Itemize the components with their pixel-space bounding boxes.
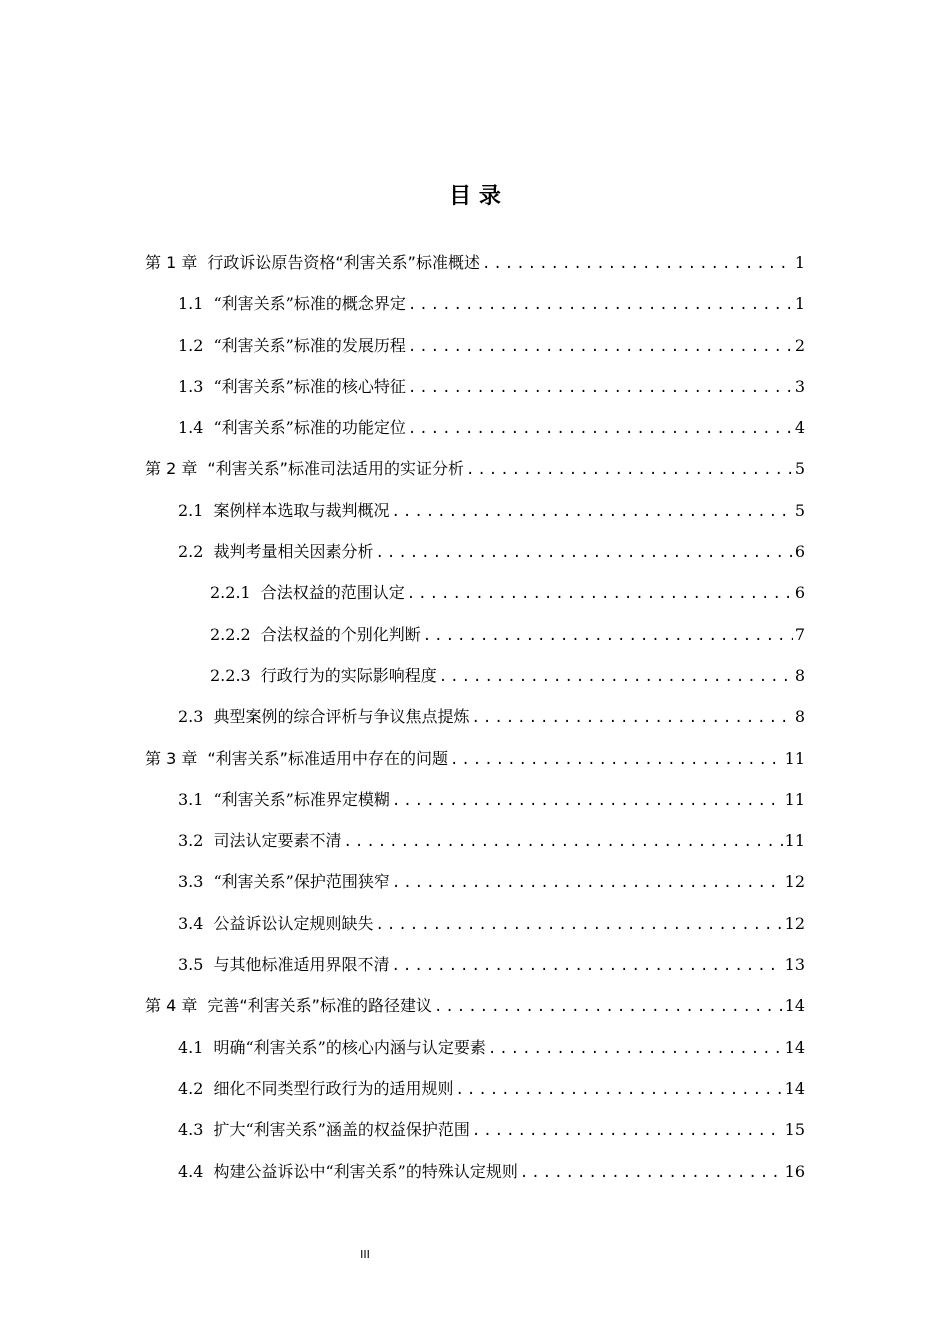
toc-page-number: 5	[794, 500, 805, 520]
toc-leader-dots	[408, 285, 793, 326]
toc-leader-dots	[408, 368, 793, 409]
toc-entry[interactable]	[0, 1068, 950, 1109]
toc-entry[interactable]	[0, 820, 950, 861]
toc-leader-dots	[472, 1111, 783, 1152]
toc-leader-dots	[392, 781, 783, 822]
table-of-contents	[0, 242, 950, 1192]
toc-number: 4.1	[178, 1037, 204, 1057]
toc-number: 第 3 章	[145, 748, 198, 768]
toc-title: “利害关系”标准的核心特征	[213, 376, 406, 396]
toc-number: 第 2 章	[145, 459, 198, 479]
toc-number: 4.2	[178, 1078, 204, 1098]
toc-leader-dots	[471, 698, 792, 739]
toc-entry[interactable]	[0, 1151, 950, 1192]
toc-number: 3.3	[178, 872, 204, 892]
toc-leader-dots	[407, 574, 793, 615]
toc-number: 2.1	[178, 500, 204, 520]
toc-number: 1.2	[178, 335, 204, 355]
toc-page-number: 13	[784, 955, 805, 975]
toc-title: “利害关系”标准的概念界定	[213, 294, 406, 314]
toc-entry[interactable]	[0, 572, 950, 613]
toc-leader-dots	[482, 244, 793, 285]
page-title: 目 录	[449, 184, 501, 209]
toc-title: “利害关系”标准适用中存在的问题	[207, 748, 448, 768]
toc-number: 1.1	[178, 294, 204, 314]
toc-entry[interactable]	[0, 696, 950, 737]
toc-leader-dots	[439, 657, 793, 698]
toc-entry[interactable]	[0, 283, 950, 324]
toc-number: 第 4 章	[145, 996, 198, 1016]
toc-entry[interactable]	[0, 242, 950, 283]
toc-number: 2.2	[178, 542, 204, 562]
toc-leader-dots	[392, 863, 783, 904]
toc-title: 案例样本选取与裁判概况	[213, 500, 390, 520]
toc-title: 扩大“利害关系”涵盖的权益保护范围	[213, 1120, 470, 1140]
toc-leader-dots	[423, 616, 793, 657]
toc-entry[interactable]	[0, 614, 950, 655]
toc-title: 合法权益的个别化判断	[260, 624, 421, 644]
toc-leader-dots	[455, 1070, 782, 1111]
toc-title: 构建公益诉讼中“利害关系”的特殊认定规则	[213, 1161, 518, 1181]
toc-page-number: 14	[784, 1078, 805, 1098]
toc-page-number: 15	[784, 1120, 805, 1140]
toc-title: 合法权益的范围认定	[260, 583, 405, 603]
toc-number: 1.4	[178, 418, 204, 438]
toc-entry[interactable]	[0, 448, 950, 489]
toc-entry[interactable]	[0, 407, 950, 448]
toc-title: “利害关系”标准界定模糊	[213, 789, 390, 809]
toc-number: 3.5	[178, 955, 204, 975]
toc-entry[interactable]	[0, 861, 950, 902]
toc-entry[interactable]	[0, 779, 950, 820]
toc-title: 细化不同类型行政行为的适用规则	[213, 1078, 454, 1098]
toc-number: 4.4	[178, 1161, 204, 1181]
toc-entry[interactable]	[0, 490, 950, 531]
toc-title: 典型案例的综合评析与争议焦点提炼	[213, 707, 470, 727]
toc-title: “利害关系”标准的发展历程	[213, 335, 406, 355]
toc-page-number: 7	[794, 624, 805, 644]
toc-entry[interactable]	[0, 1027, 950, 1068]
toc-page-number: 8	[794, 665, 805, 685]
toc-number: 第 1 章	[145, 253, 198, 272]
toc-page-number: 2	[794, 335, 805, 355]
toc-page-number: 14	[784, 996, 805, 1016]
toc-title: “利害关系”保护范围狭窄	[213, 872, 390, 892]
toc-leader-dots	[408, 409, 793, 450]
toc-title: 公益诉讼认定规则缺失	[213, 913, 374, 933]
toc-page-number: 5	[794, 459, 805, 479]
toc-number: 3.2	[178, 831, 204, 851]
page-footer-number: III	[360, 1248, 370, 1261]
toc-entry[interactable]	[0, 985, 950, 1026]
toc-page-number: 6	[794, 542, 805, 562]
toc-entry[interactable]	[0, 655, 950, 696]
toc-leader-dots	[520, 1153, 783, 1194]
toc-number: 2.2.3	[210, 665, 251, 685]
toc-number: 1.3	[178, 376, 204, 396]
toc-entry[interactable]	[0, 366, 950, 407]
toc-leader-dots	[375, 905, 782, 946]
toc-number: 2.2.2	[210, 624, 251, 644]
toc-leader-dots	[391, 946, 782, 987]
toc-number: 4.3	[178, 1120, 204, 1140]
toc-title: 与其他标准适用界限不清	[213, 955, 390, 975]
toc-entry[interactable]	[0, 903, 950, 944]
toc-number: 3.1	[178, 789, 204, 809]
toc-page-number: 6	[794, 583, 805, 603]
toc-entry[interactable]	[0, 325, 950, 366]
toc-page-number: 16	[784, 1161, 805, 1181]
toc-page-number: 12	[784, 913, 805, 933]
toc-page-number: 3	[794, 376, 805, 396]
toc-title: 行政诉讼原告资格“利害关系”标准概述	[207, 253, 480, 272]
toc-number: 2.3	[178, 707, 204, 727]
toc-entry[interactable]	[0, 738, 950, 779]
toc-number: 3.4	[178, 913, 204, 933]
toc-title: 明确“利害关系”的核心内涵与认定要素	[213, 1037, 486, 1057]
toc-number: 2.2.1	[210, 583, 251, 603]
toc-leader-dots	[375, 533, 792, 574]
toc-title: 司法认定要素不清	[213, 831, 342, 851]
toc-leader-dots	[450, 740, 783, 781]
toc-page-number: 11	[784, 831, 805, 851]
toc-title: 完善“利害关系”标准的路径建议	[207, 996, 432, 1016]
toc-page-number: 1	[794, 294, 805, 314]
toc-page-number: 12	[784, 872, 805, 892]
toc-page-number: 14	[784, 1037, 805, 1057]
toc-title: “利害关系”标准的功能定位	[213, 418, 406, 438]
toc-leader-dots	[466, 450, 793, 491]
toc-page-number: 8	[794, 707, 805, 727]
toc-page-number: 1	[794, 253, 805, 272]
toc-leader-dots	[408, 327, 793, 368]
toc-page-number: 4	[794, 418, 805, 438]
toc-leader-dots	[391, 492, 792, 533]
toc-leader-dots	[343, 822, 782, 863]
toc-leader-dots	[488, 1029, 783, 1070]
toc-title: 行政行为的实际影响程度	[260, 665, 437, 685]
toc-page-number: 11	[784, 748, 805, 768]
toc-leader-dots	[434, 987, 783, 1028]
toc-entry[interactable]	[0, 531, 950, 572]
toc-page-number: 11	[784, 789, 805, 809]
toc-entry[interactable]	[0, 944, 950, 985]
toc-title: “利害关系”标准司法适用的实证分析	[207, 459, 464, 479]
toc-title: 裁判考量相关因素分析	[213, 542, 374, 562]
toc-entry[interactable]	[0, 1109, 950, 1150]
